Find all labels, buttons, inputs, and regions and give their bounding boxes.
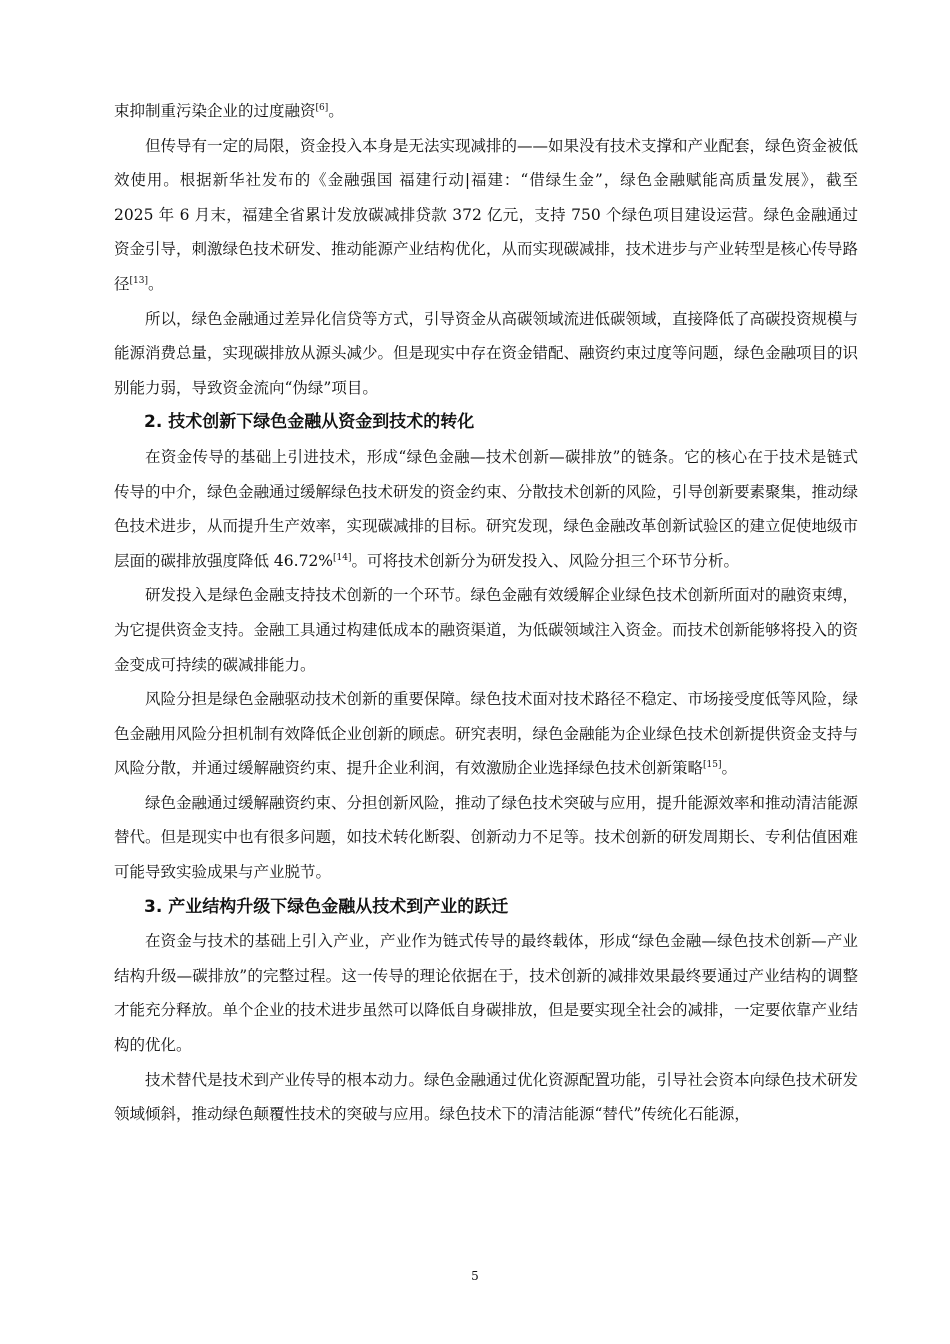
paragraph-continuation: 束抑制重污染企业的过度融资[6]。 bbox=[114, 102, 344, 120]
citation-ref: [15] bbox=[703, 760, 722, 771]
paragraph: 风险分担是绿色金融驱动技术创新的重要保障。绿色技术面对技术路径不稳定、市场接受度低等风险，绿色金融用风险分担机制有效降低企业创新的顾虑。研究表明，绿色金融能为企业绿色技术创新提供资金支持与风险分散，并通过缓解融资约束、提升企业利润，有效激励企业选择绿色技术创新策略[15]。 bbox=[114, 690, 859, 778]
body-text bbox=[114, 94, 858, 1132]
paragraph: 绿色金融通过缓解融资约束、分担创新风险，推动了绿色技术突破与应用，提升能源效率和推动清洁能源替代。但是现实中也有很多问题，如技术转化断裂、创新动力不足等。技术创新的研发周期长、专利估值困难可能导致实验成果与产业脱节。 bbox=[114, 793, 859, 882]
paragraph: 技术替代是技术到产业传导的根本动力。绿色金融通过优化资源配置功能，引导社会资本向绿色技术研发领域倾斜，推动绿色颠覆性技术的突破与应用。绿色技术下的清洁能源“替代”传统化石能源， bbox=[114, 1070, 859, 1124]
paragraph: 研发投入是绿色金融支持技术创新的一个环节。绿色金融有效缓解企业绿色技术创新所面对的融资束缚，为它提供资金支持。金融工具通过构建低成本的融资渠道，为低碳领域注入资金。而技术创新能够将投入的资金变成可持续的碳减排能力。 bbox=[114, 586, 859, 674]
page-number: 5 bbox=[471, 1269, 479, 1283]
paragraph: 在资金传导的基础上引进技术，形成“绿色金融—技术创新—碳排放”的链条。它的核心在于技术是链式传导的中介，绿色金融通过缓解绿色技术研发的资金约束、分散技术创新的风险，引导创新要素聚集，推动绿色技术进步，从而提升生产效率，实现碳减排的目标。研究发现，绿色金融改革创新试验区的建立促使地级市层面的碳排放强度降低 46.72%[14]。可将技术创新分为研发投入、风险分担三个环节分析。 bbox=[114, 447, 859, 570]
paragraph: 在资金与技术的基础上引入产业，产业作为链式传导的最终载体，形成“绿色金融—绿色技术创新—产业结构升级—碳排放”的完整过程。这一传导的理论依据在于，技术创新的减排效果最终要通过产业结构的调整才能充分释放。单个企业的技术进步虽然可以降低自身碳排放，但是要实现全社会的减排，一定要依靠产业结构的优化。 bbox=[114, 932, 859, 1055]
paragraph: 所以，绿色金融通过差异化信贷等方式，引导资金从高碳领域流进低碳领域，直接降低了高碳投资规模与能源消费总量，实现碳排放从源头减少。但是现实中存在资金错配、融资约束过度等问题，绿色金融项目的识别能力弱，导致资金流向“伪绿”项目。 bbox=[114, 309, 859, 397]
section-heading: 2. 技术创新下绿色金融从资金到技术的转化 bbox=[144, 412, 475, 433]
citation-ref: [13] bbox=[129, 275, 148, 286]
paragraph: 但传导有一定的局限，资金投入本身是无法实现减排的——如果没有技术支撑和产业配套，绿色资金被低效使用。根据新华社发布的《金融强国 福建行动|福建：“借绿生金”，绿色金融赋能高质量发展》，截至 2025 年 6 月末，福建全省累计发放碳减排贷款 372 亿元，支持 750 个绿色项目建设运营。绿色金融通过资金引导，刺激绿色技术研发、推动能源产业结构优化，从而实现碳减排，技术进步与产业转型是核心传导路径[13]。 bbox=[114, 136, 859, 293]
citation-ref: [6] bbox=[315, 102, 329, 113]
section-heading: 3. 产业结构升级下绿色金融从技术到产业的跃迁 bbox=[144, 896, 509, 917]
citation-ref: [14] bbox=[333, 552, 352, 563]
